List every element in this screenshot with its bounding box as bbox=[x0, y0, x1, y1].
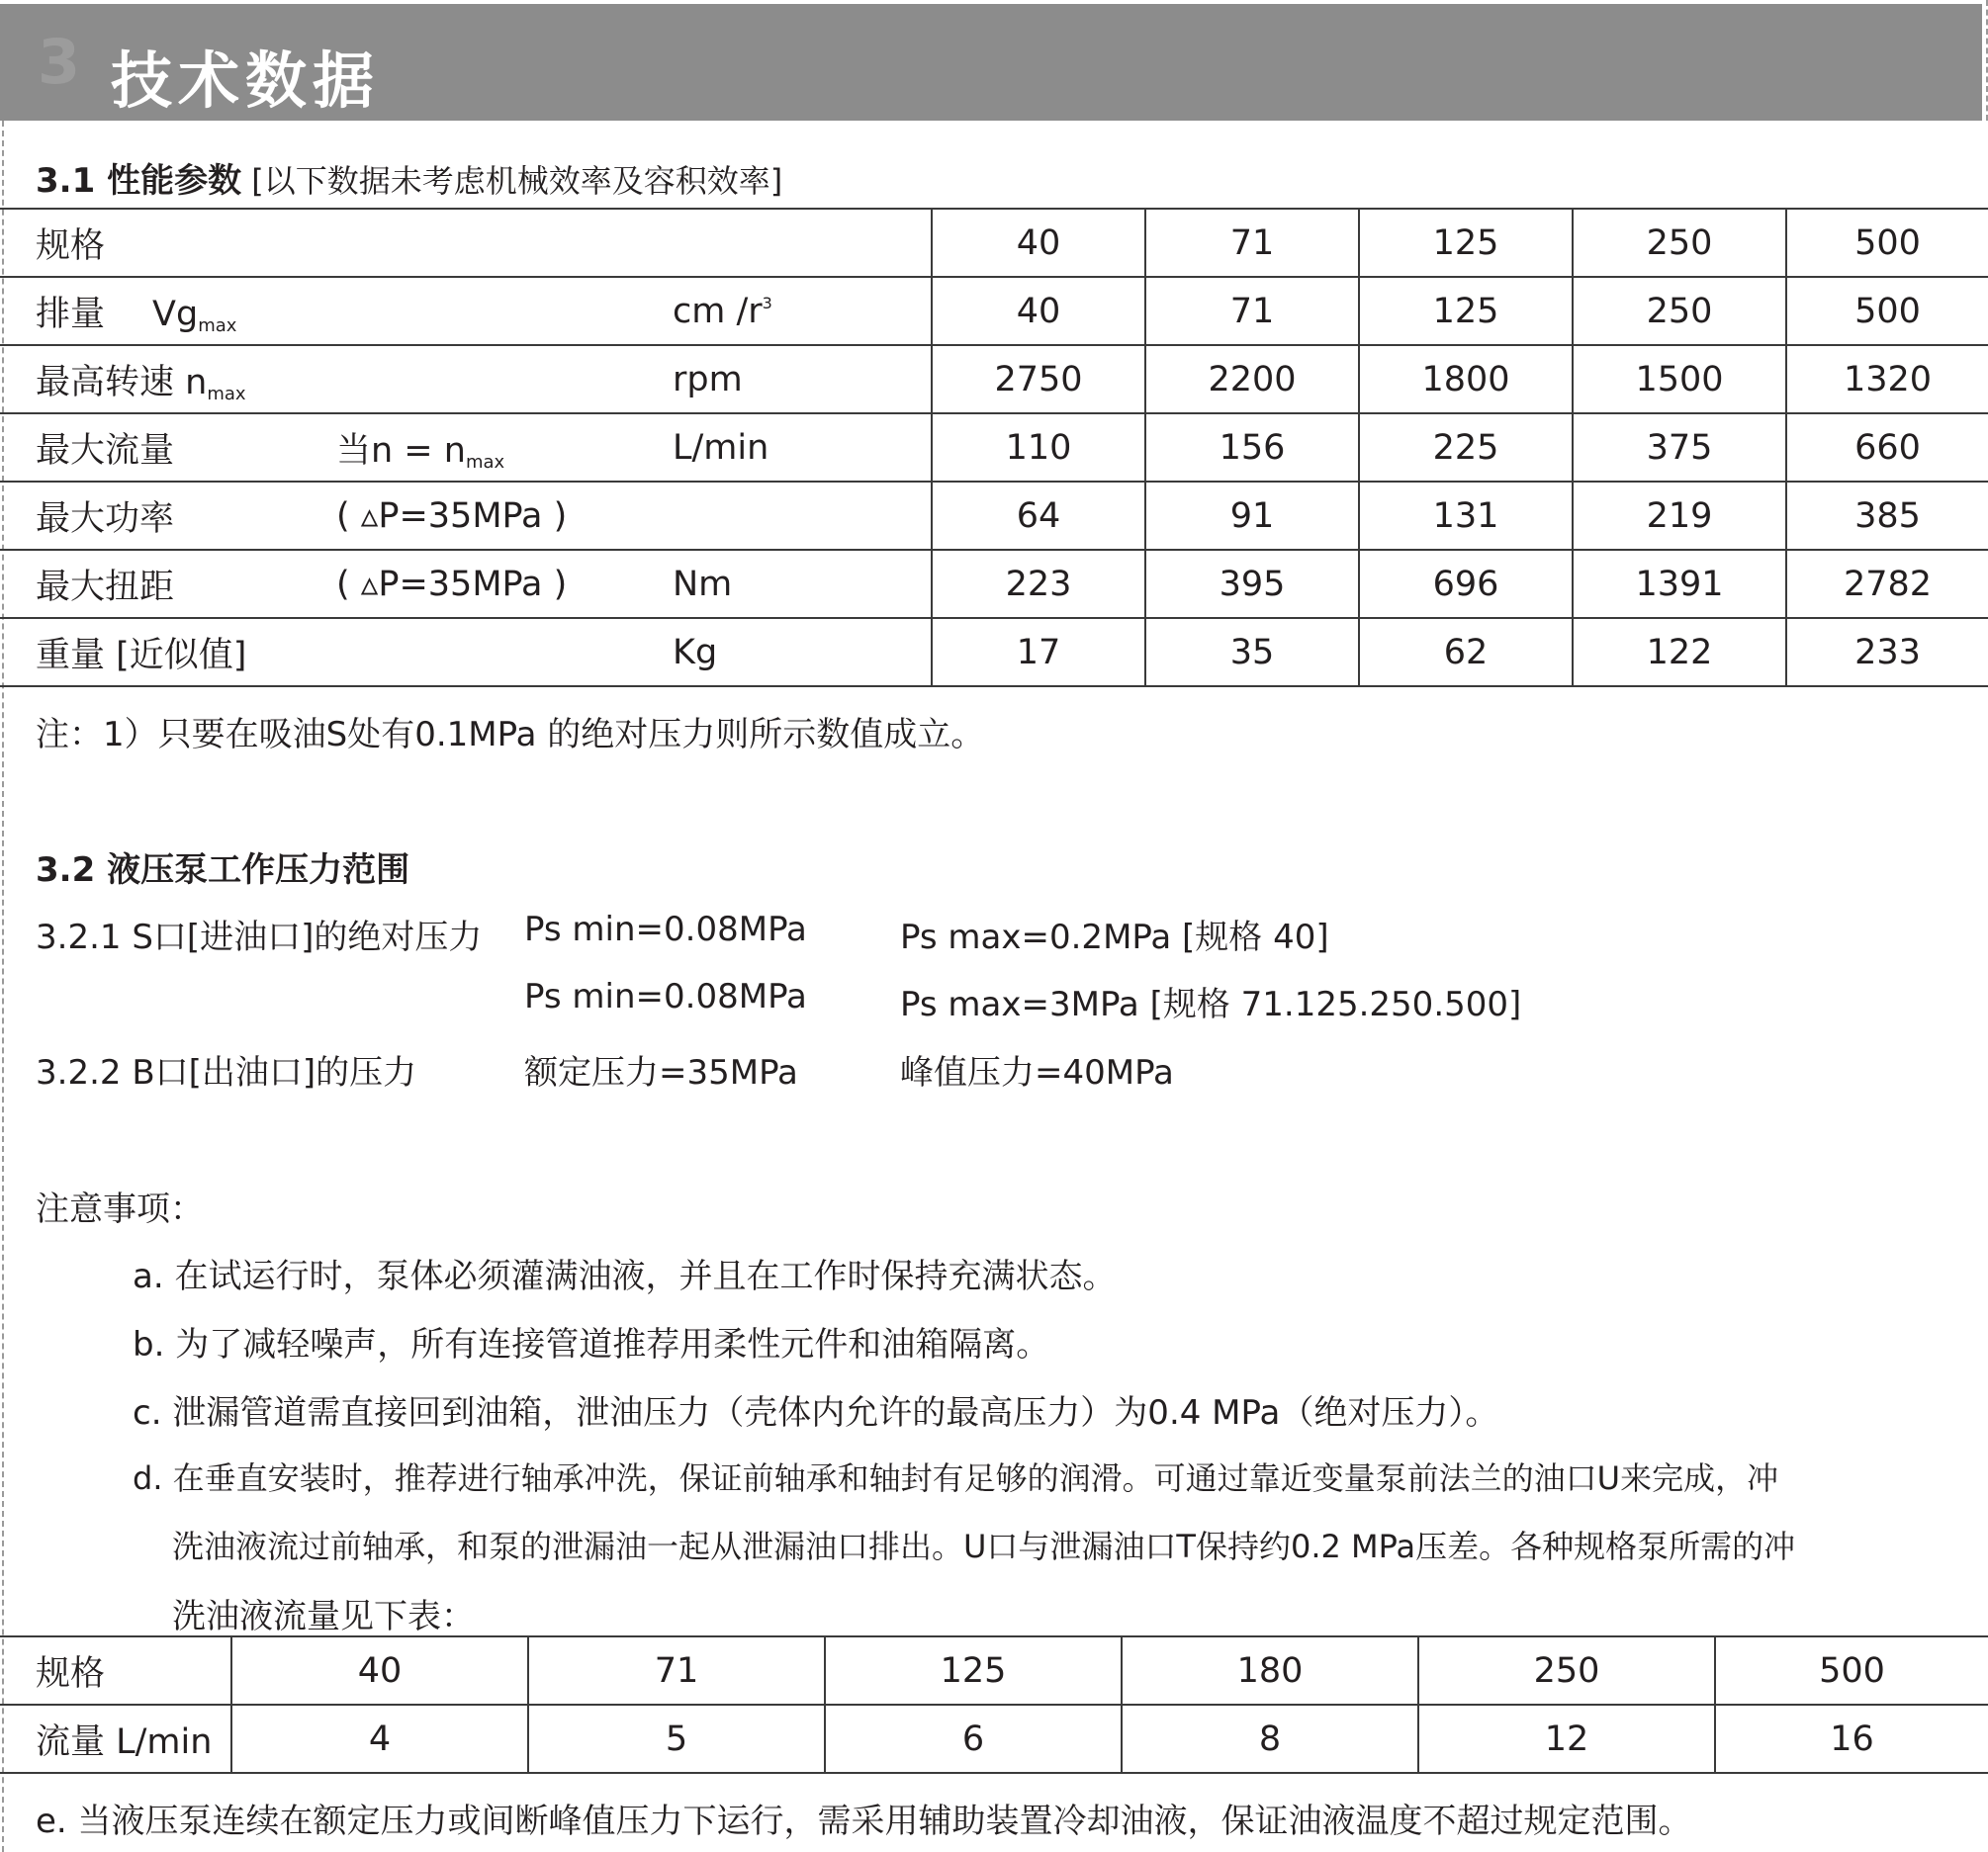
table-cell: 16 bbox=[1715, 1705, 1988, 1773]
row-unit: Nm bbox=[673, 550, 932, 618]
table-cell: 1320 bbox=[1786, 345, 1988, 413]
row-condition: ( ▵P=35MPa ) bbox=[336, 550, 673, 618]
performance-table bbox=[0, 208, 1988, 687]
size-header-cell: 125 bbox=[1359, 209, 1573, 277]
note-d-line-1: d. 在垂直安装时，推荐进行轴承冲洗，保证前轴承和轴封有足够的润滑。可通过靠近变量泵前法兰的油口U来完成，冲 bbox=[133, 1459, 1779, 1497]
table-cell: 131 bbox=[1359, 482, 1573, 550]
table-row bbox=[0, 1705, 1988, 1773]
flush-size-label: 规格 bbox=[0, 1636, 231, 1705]
table-cell: 91 bbox=[1145, 482, 1359, 550]
note-e: e. 当液压泵连续在额定压力或间断峰值压力下运行，需采用辅助装置冷却油液，保证油液温度不超过规定范围。 bbox=[36, 1802, 1692, 1841]
row-condition: ( ▵P=35MPa ) bbox=[336, 482, 673, 550]
pressure-row-1-max: Ps max=0.2MPa [规格 40] bbox=[900, 918, 1329, 957]
size-header-cell: 71 bbox=[1145, 209, 1359, 277]
size-header-cell: 500 bbox=[1786, 209, 1988, 277]
pressure-row-2-max: Ps max=3MPa [规格 71.125.250.500] bbox=[900, 985, 1522, 1024]
row-label bbox=[0, 345, 673, 413]
page-title: 技术数据 bbox=[111, 44, 381, 117]
row-label: 重量 [近似值] bbox=[0, 618, 673, 686]
section-3-2-title: 3.2 液压泵工作压力范围 bbox=[36, 850, 410, 890]
section-3-1-title bbox=[36, 153, 782, 202]
note-b: b. 为了减轻噪声，所有连接管道推荐用柔性元件和油箱隔离。 bbox=[133, 1325, 1050, 1365]
notes-title: 注意事项： bbox=[36, 1190, 204, 1229]
size-header-cell: 250 bbox=[1573, 209, 1786, 277]
table-cell: 40 bbox=[932, 277, 1145, 345]
row-condition-text: 当n = n bbox=[336, 430, 466, 471]
section-header-bar bbox=[0, 4, 1982, 121]
table-cell: 696 bbox=[1359, 550, 1573, 618]
table-cell: 125 bbox=[825, 1636, 1122, 1705]
pressure-row-3-label: 3.2.2 B口[出油口]的压力 bbox=[36, 1053, 417, 1093]
row-unit: rpm bbox=[673, 345, 932, 413]
table-row bbox=[0, 618, 1988, 686]
row-label-text: 最高转速 n bbox=[36, 362, 208, 402]
table-cell: 1500 bbox=[1573, 345, 1786, 413]
row-label-text: 排量 bbox=[36, 294, 106, 334]
table-cell: 2200 bbox=[1145, 345, 1359, 413]
row-condition bbox=[336, 413, 673, 482]
table-cell: 6 bbox=[825, 1705, 1122, 1773]
note-d-line-2: 洗油液流过前轴承，和泵的泄漏油一起从泄漏油口排出。U口与泄漏油口T保持约0.2 MPa压差。各种规格泵所需的冲 bbox=[172, 1528, 1796, 1565]
pressure-row-1-label: 3.2.1 S口[进油口]的绝对压力 bbox=[36, 918, 483, 957]
table-cell: 156 bbox=[1145, 413, 1359, 482]
table-cell: 122 bbox=[1573, 618, 1786, 686]
row-unit bbox=[673, 277, 932, 345]
header-number: 3 bbox=[38, 26, 83, 98]
row-symbol: Vg bbox=[152, 294, 199, 334]
row-symbol-sub: max bbox=[198, 314, 237, 336]
table-row bbox=[0, 413, 1988, 482]
row-label: 最大扭距 bbox=[0, 550, 336, 618]
row-unit-sup: 3 bbox=[762, 293, 772, 312]
row-unit-text: cm /r bbox=[673, 291, 763, 331]
row-condition-sub: max bbox=[465, 451, 505, 473]
table-cell: 219 bbox=[1573, 482, 1786, 550]
size-header-label: 规格 bbox=[0, 209, 932, 277]
table-cell: 180 bbox=[1122, 1636, 1418, 1705]
flush-flow-table bbox=[0, 1635, 1988, 1774]
table-cell: 500 bbox=[1786, 277, 1988, 345]
row-symbol-sub: max bbox=[207, 383, 246, 404]
table-cell: 125 bbox=[1359, 277, 1573, 345]
table-cell: 17 bbox=[932, 618, 1145, 686]
table-row bbox=[0, 277, 1988, 345]
table-cell: 2750 bbox=[932, 345, 1145, 413]
table-cell: 71 bbox=[1145, 277, 1359, 345]
size-header-cell: 40 bbox=[932, 209, 1145, 277]
pressure-row-2-min: Ps min=0.08MPa bbox=[524, 977, 807, 1016]
table-cell: 8 bbox=[1122, 1705, 1418, 1773]
note-c: c. 泄漏管道需直接回到油箱，泄油压力（壳体内允许的最高压力）为0.4 MPa（绝对压力）。 bbox=[133, 1393, 1499, 1433]
row-unit bbox=[673, 482, 932, 550]
row-unit: Kg bbox=[673, 618, 932, 686]
row-unit: L/min bbox=[673, 413, 932, 482]
row-label: 最大功率 bbox=[0, 482, 336, 550]
table-cell: 71 bbox=[528, 1636, 825, 1705]
table-row bbox=[0, 550, 1988, 618]
table-cell: 2782 bbox=[1786, 550, 1988, 618]
table-cell: 223 bbox=[932, 550, 1145, 618]
table-cell: 5 bbox=[528, 1705, 825, 1773]
section-3-1-heading: 3.1 性能参数 bbox=[36, 161, 242, 201]
table-row bbox=[0, 482, 1988, 550]
table-cell: 385 bbox=[1786, 482, 1988, 550]
table-cell: 500 bbox=[1715, 1636, 1988, 1705]
flush-flow-label: 流量 L/min bbox=[0, 1705, 231, 1773]
table-cell: 233 bbox=[1786, 618, 1988, 686]
row-label: 最大流量 bbox=[0, 413, 336, 482]
table-cell: 225 bbox=[1359, 413, 1573, 482]
pressure-row-1-min: Ps min=0.08MPa bbox=[524, 910, 807, 949]
pressure-row-3-peak: 峰值压力=40MPa bbox=[900, 1053, 1174, 1093]
table-cell: 4 bbox=[231, 1705, 528, 1773]
note-d-line-3: 洗油液流量见下表： bbox=[172, 1597, 475, 1636]
table-cell: 395 bbox=[1145, 550, 1359, 618]
section-3-1-note: [以下数据未考虑机械效率及容积效率] bbox=[241, 162, 783, 200]
table-cell: 35 bbox=[1145, 618, 1359, 686]
table-cell: 40 bbox=[231, 1636, 528, 1705]
pressure-row-3-rated: 额定压力=35MPa bbox=[524, 1053, 798, 1093]
table-cell: 12 bbox=[1418, 1705, 1715, 1773]
table-cell: 1800 bbox=[1359, 345, 1573, 413]
note-a: a. 在试运行时，泵体必须灌满油液，并且在工作时保持充满状态。 bbox=[133, 1257, 1117, 1296]
table-cell: 1391 bbox=[1573, 550, 1786, 618]
table-cell: 250 bbox=[1418, 1636, 1715, 1705]
table-row bbox=[0, 209, 1988, 277]
table-row bbox=[0, 1636, 1988, 1705]
table-cell: 250 bbox=[1573, 277, 1786, 345]
table-cell: 375 bbox=[1573, 413, 1786, 482]
note-1: 注：1）只要在吸油S处有0.1MPa 的绝对压力则所示数值成立。 bbox=[36, 715, 985, 754]
table-cell: 64 bbox=[932, 482, 1145, 550]
table-cell: 660 bbox=[1786, 413, 1988, 482]
table-row bbox=[0, 345, 1988, 413]
table-cell: 110 bbox=[932, 413, 1145, 482]
row-label bbox=[0, 277, 673, 345]
table-cell: 62 bbox=[1359, 618, 1573, 686]
